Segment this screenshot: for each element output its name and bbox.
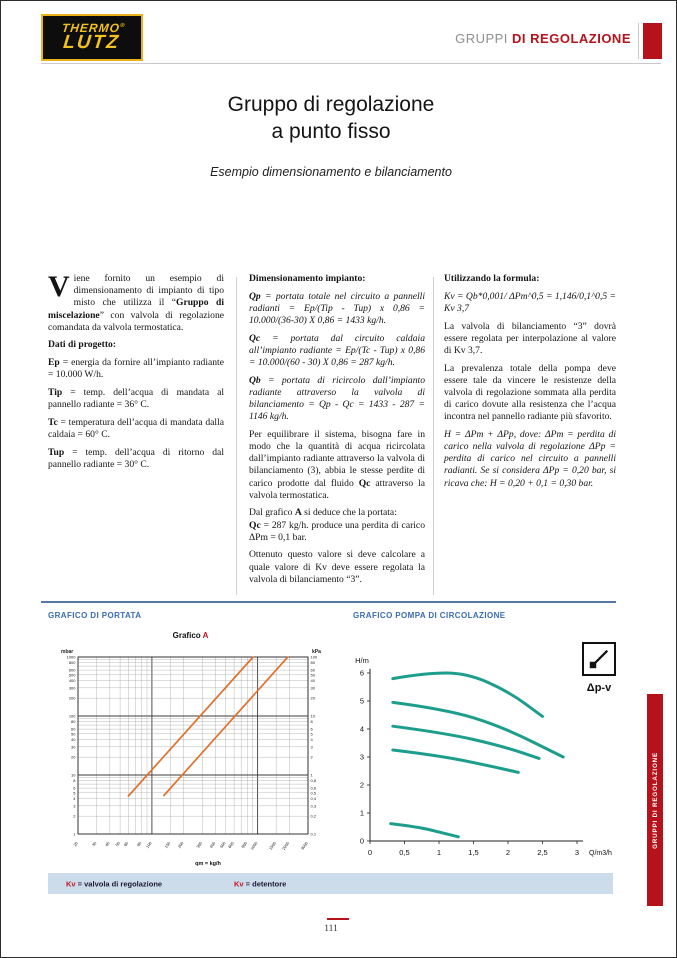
svg-text:800: 800 — [68, 660, 76, 666]
svg-text:400: 400 — [68, 678, 76, 683]
formula-qp: Qp = portata totale nel circuito a pannelli radianti = Ep/(Tip - Tup) x 0,86 = 10.000/(36-30) X 0,86 = 1433 kg/h. — [249, 290, 425, 327]
svg-text:1: 1 — [73, 831, 76, 837]
svg-text:8: 8 — [73, 778, 76, 784]
svg-text:2,5: 2,5 — [537, 848, 548, 857]
portata-chart — [48, 629, 333, 871]
svg-text:40: 40 — [310, 678, 315, 683]
svg-text:1000: 1000 — [249, 840, 259, 851]
legend-bar — [48, 873, 613, 894]
svg-text:50: 50 — [310, 672, 315, 678]
svg-text:4: 4 — [73, 796, 76, 801]
dp-v-icon — [587, 647, 611, 671]
svg-text:0,8: 0,8 — [310, 778, 317, 784]
grafico-title-prefix: Grafico — [172, 631, 203, 640]
column-dati-progetto — [48, 270, 224, 476]
svg-text:0,6: 0,6 — [310, 785, 317, 791]
footer-rule — [327, 918, 349, 920]
dato-ep: Ep = energia da fornire all’impianto radiante = 10.000 W/h. — [48, 357, 224, 381]
svg-text:1: 1 — [310, 772, 313, 778]
svg-text:3000: 3000 — [299, 840, 309, 851]
svg-text:1: 1 — [359, 808, 364, 818]
side-tab-label: GRUPPI DI REGOLAZIONE — [651, 751, 659, 849]
portata-tick-labels — [67, 655, 318, 851]
portata-plot-border — [78, 657, 308, 834]
column-divider-1 — [236, 277, 237, 595]
dimensionamento-heading: Dimensionamento impianto: — [249, 273, 366, 284]
svg-text:2000: 2000 — [281, 840, 291, 851]
logo-thermo-text: THERMO® — [60, 21, 125, 36]
svg-text:600: 600 — [226, 840, 235, 850]
svg-text:1: 1 — [436, 848, 442, 857]
page-title-line2: a punto fisso — [271, 120, 391, 144]
formula-heading: Utilizzando la formula: — [444, 273, 540, 284]
pompa-curva-4 — [393, 750, 519, 772]
svg-text:40: 40 — [71, 737, 76, 742]
formula-qc: Qc = portata dal circuito caldaia all’impianto radiante = Ep/(Tc - Tup) x 0,86 = 10.000/(60 - 30) X 0,86 = 287 kg/h. — [249, 332, 425, 369]
header-section-red: DI REGOLAZIONE — [512, 31, 631, 46]
svg-text:60: 60 — [71, 726, 76, 732]
mbar-axis-label: mbar — [61, 649, 74, 655]
legend-valvola-regolazione: Kv = valvola di regolazione — [66, 879, 163, 888]
svg-text:4: 4 — [310, 737, 313, 742]
svg-text:3: 3 — [73, 803, 76, 809]
logo-text-block — [59, 22, 125, 52]
bilanciamento-paragraph: La valvola di bilanciamento “3” dovrà essere regolata per interpolazione al valore di Kv 3,7. — [444, 320, 616, 356]
svg-text:2: 2 — [73, 813, 76, 819]
svg-text:8: 8 — [310, 719, 313, 725]
svg-text:2: 2 — [505, 848, 511, 857]
svg-text:1500: 1500 — [267, 840, 278, 851]
svg-text:5: 5 — [310, 731, 313, 737]
dp-v-label: Δp-v — [586, 682, 612, 694]
svg-text:0,1: 0,1 — [310, 831, 317, 837]
column-divider-2 — [433, 277, 434, 595]
dropcap: V — [48, 270, 70, 303]
svg-text:4: 4 — [359, 724, 364, 734]
charts-section-rule — [41, 601, 616, 603]
qm-axis-label: qm = kg/h — [195, 861, 221, 867]
column-formula — [444, 273, 616, 495]
pompa-axes — [370, 669, 583, 841]
dato-tip: Tip = temp. dell’acqua di mandata al pannello radiante = 36° C. — [48, 386, 224, 411]
svg-text:6: 6 — [310, 726, 313, 732]
equilibrio-paragraph: Per equilibrare il sistema, bisogna fare in modo che la quantità di acqua ricircolata dall’impianto radiante attraverso la valvola di bilanciamento (3), abbia le stesse perdite di carico prodotte dal fluido Qc attraverso la valvola termostatica. — [249, 428, 425, 501]
svg-text:3: 3 — [359, 752, 364, 762]
svg-text:100: 100 — [144, 840, 153, 850]
svg-text:10: 10 — [71, 772, 76, 778]
svg-text:0,5: 0,5 — [399, 848, 410, 857]
svg-text:5: 5 — [359, 696, 364, 706]
svg-text:300: 300 — [195, 840, 204, 850]
svg-text:30: 30 — [90, 840, 98, 848]
portata-chart-svg — [48, 629, 333, 871]
svg-text:200: 200 — [176, 840, 185, 850]
svg-text:200: 200 — [68, 695, 76, 701]
svg-text:150: 150 — [163, 840, 172, 850]
svg-text:80: 80 — [135, 840, 143, 848]
svg-text:0,2: 0,2 — [310, 813, 317, 819]
prevalenza-paragraph: La prevalenza totale della pompa deve essere tale da vincere le resistenze della valvola di regolazione sommata alla perdita di carico dovute alla resistenza che l’acqua incontra nel pannello radiante più sfavorito. — [444, 362, 616, 423]
thermolutz-logo — [41, 14, 143, 61]
svg-text:3: 3 — [574, 848, 580, 857]
svg-text:20: 20 — [310, 695, 315, 701]
side-tab — [647, 694, 663, 906]
header-divider-line — [638, 23, 639, 59]
kv-paragraph: Ottenuto questo valore si deve calcolare a quale valore di Kv deve essere regolata la valvola di bilanciamento “3”. — [249, 549, 425, 585]
svg-text:80: 80 — [71, 719, 76, 725]
svg-text:6: 6 — [359, 668, 364, 678]
svg-text:500: 500 — [68, 672, 76, 678]
grafico-title-letter: A — [202, 631, 209, 640]
svg-text:6: 6 — [73, 785, 76, 791]
page-number: 111 — [324, 924, 338, 934]
svg-text:300: 300 — [68, 685, 76, 691]
svg-text:1000: 1000 — [66, 654, 76, 660]
dati-progetto-heading: Dati di progetto: — [48, 339, 117, 351]
svg-text:800: 800 — [240, 840, 249, 850]
portata-grid — [78, 657, 308, 834]
header-rule — [41, 63, 661, 64]
svg-text:30: 30 — [310, 685, 315, 691]
header-red-square — [643, 23, 662, 59]
svg-text:100: 100 — [310, 654, 318, 660]
page-subtitle: Esempio dimensionamento e bilanciamento — [210, 165, 452, 179]
svg-text:80: 80 — [310, 660, 315, 666]
portata-section-label: GRAFICO DI PORTATA — [48, 611, 142, 620]
svg-text:40: 40 — [103, 840, 111, 848]
svg-text:30: 30 — [71, 744, 76, 750]
formula-qb: Qb = portata di ricircolo dall’impianto radiante attraverso la valvola di bilanciamento = Qp - Qc = 1433 - 287 = 1146 kg/h. — [249, 374, 425, 423]
logo-lutz-text: LUTZ — [62, 32, 121, 54]
svg-text:100: 100 — [68, 713, 76, 719]
svg-text:2: 2 — [310, 754, 313, 760]
svg-text:5: 5 — [73, 790, 76, 796]
pompa-curva-minima — [391, 824, 459, 837]
pompa-curva-massima — [393, 673, 543, 716]
kpa-axis-label: kPa — [312, 649, 321, 655]
legend-detentore: Kv = detentore — [234, 879, 287, 888]
dato-tc: Tc = temperatura dell’acqua di mandata dalla caldaia = 60° C. — [48, 416, 224, 440]
svg-text:20: 20 — [71, 754, 76, 760]
column-dimensionamento — [249, 273, 425, 591]
grafico-a-paragraph: Dal grafico A si deduce che la portata: Qc = 287 kg/h. produce una perdita di carico ΔPm = 0,1 bar. — [249, 507, 425, 543]
header-section-gray: GRUPPI — [455, 31, 508, 46]
q-axis-label: Q/m3/h — [589, 850, 612, 857]
svg-text:1,5: 1,5 — [468, 848, 479, 857]
svg-text:0: 0 — [367, 848, 373, 857]
svg-text:60: 60 — [122, 840, 130, 848]
svg-text:50: 50 — [114, 840, 121, 848]
header-section-title — [321, 31, 631, 46]
svg-text:50: 50 — [71, 731, 76, 737]
svg-text:0,4: 0,4 — [310, 796, 317, 801]
dato-tup: Tup = temp. dell’acqua di ritorno dal pannello radiante = 30° C. — [48, 446, 224, 470]
svg-text:0: 0 — [359, 836, 364, 846]
h-formula-paragraph: H = ΔPm + ΔPp, dove: ΔPm = perdita di carico nella valvola di regolazione ΔPp = perdita di carico nel circuito a pannelli radianti. Se si considera ΔPp = 0,20 bar, si ricava che: H = 0,20 + 0,1 = 0,30 bar. — [444, 428, 616, 489]
svg-text:0,3: 0,3 — [310, 803, 317, 809]
intro-paragraph: Viene fornito un esempio di dimensionamento di impianto di tipo misto che utilizza il “Gruppo di miscelazione” con valvola di regolazione comandata da valvola termostatica. — [48, 270, 224, 333]
svg-text:10: 10 — [310, 713, 315, 719]
svg-text:3: 3 — [310, 744, 313, 750]
h-axis-label: H/m — [355, 655, 369, 665]
svg-text:20: 20 — [72, 840, 79, 848]
svg-text:60: 60 — [310, 667, 315, 673]
svg-text:500: 500 — [218, 840, 227, 850]
kv-formula: Kv = Qb*0,001/ ΔPm^0,5 = 1,146/0,1^0,5 = Kv 3,7 — [444, 290, 616, 314]
svg-text:2: 2 — [359, 780, 364, 790]
dp-v-box — [582, 642, 616, 676]
page-title — [1, 91, 661, 146]
svg-text:600: 600 — [68, 667, 76, 673]
page-title-line1: Gruppo di regolazione — [227, 93, 435, 116]
registered-mark: ® — [119, 23, 125, 30]
svg-text:400: 400 — [208, 840, 217, 850]
svg-text:0,5: 0,5 — [310, 790, 317, 796]
pompa-section-label: GRAFICO POMPA DI CIRCOLAZIONE — [353, 611, 506, 620]
